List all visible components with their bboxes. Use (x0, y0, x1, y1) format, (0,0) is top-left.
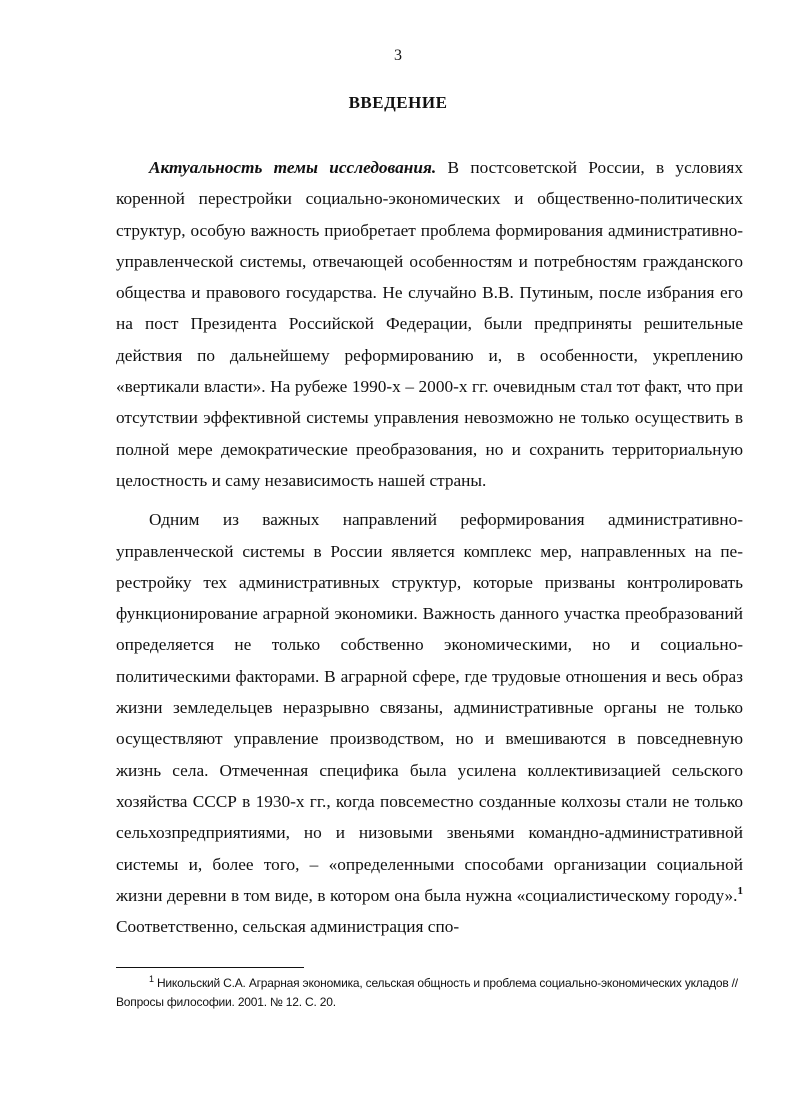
footnote-reference[interactable]: 1 (737, 885, 743, 898)
body-text (116, 152, 743, 942)
page-number: 3 (394, 47, 402, 64)
paragraph-reform (116, 504, 743, 942)
paragraph-relevance (116, 152, 743, 496)
footnote-marker: 1 (149, 974, 154, 984)
paragraph-text-continued: Соответственно, сельская администрация спо- (116, 917, 460, 937)
paragraph-text: В постсоветской России, в условиях коренной перестройки социально-экономических и общественно-политических структур, особую важность приобретает проблема формирования административно-управленческой системы, отвечающей особенностям и потребностям гражданского общества и правового государства. Не случайно В.В. Путиным, после избрания его на пост Президента Российской Федерации, были предприняты решительные действия по дальнейшему реформированию и, в особенности, укреплению «вертикали власти». На рубеже 1990-х – 2000-х гг. очевидным стал тот факт, что при отсутствии эффективной системы управления невозможно не только осуществить в полной мере демократические преобразования, но и сохранить территориальную целостность и саму независимость нашей страны. (116, 158, 743, 490)
footnote (116, 974, 743, 1012)
paragraph-lead: Актуальность темы исследования. (149, 158, 437, 177)
footnote-divider (116, 967, 304, 968)
paragraph-text: Одним из важных направлений реформирования административно-управленческой системы в России является комплекс мер, направленных на перестройку тех административных структур, которые призваны контролировать функционирование аграрной экономики. Важность данного участка преобразований определяется не только собственно экономическими, но и социально-политическими факторами. В аграрной сфере, где трудовые отношения и весь образ жизни земледельцев неразрывно связаны, административные органы не только осуществляют управление производством, но и вмешиваются в повседневную жизнь села. Отмеченная специфика была усилена коллективизацией сельского хозяйства СССР в 1930-х гг., когда повсеместно созданные колхозы стали не только сельхозпредприятиями, но и низовыми звеньями командно-административной системы и, более того, – «определенными способами организации социальной жизни деревни в том виде, в котором она была нужна «социалистическому городу». (116, 510, 743, 905)
page-title: ВВЕДЕНИЕ (348, 93, 448, 112)
footnote-text: Никольский С.А. Аграрная экономика, сельская общность и проблема социально-экономических укладов // Вопросы философии. 2001. № 12. С. 20. (116, 976, 738, 1009)
